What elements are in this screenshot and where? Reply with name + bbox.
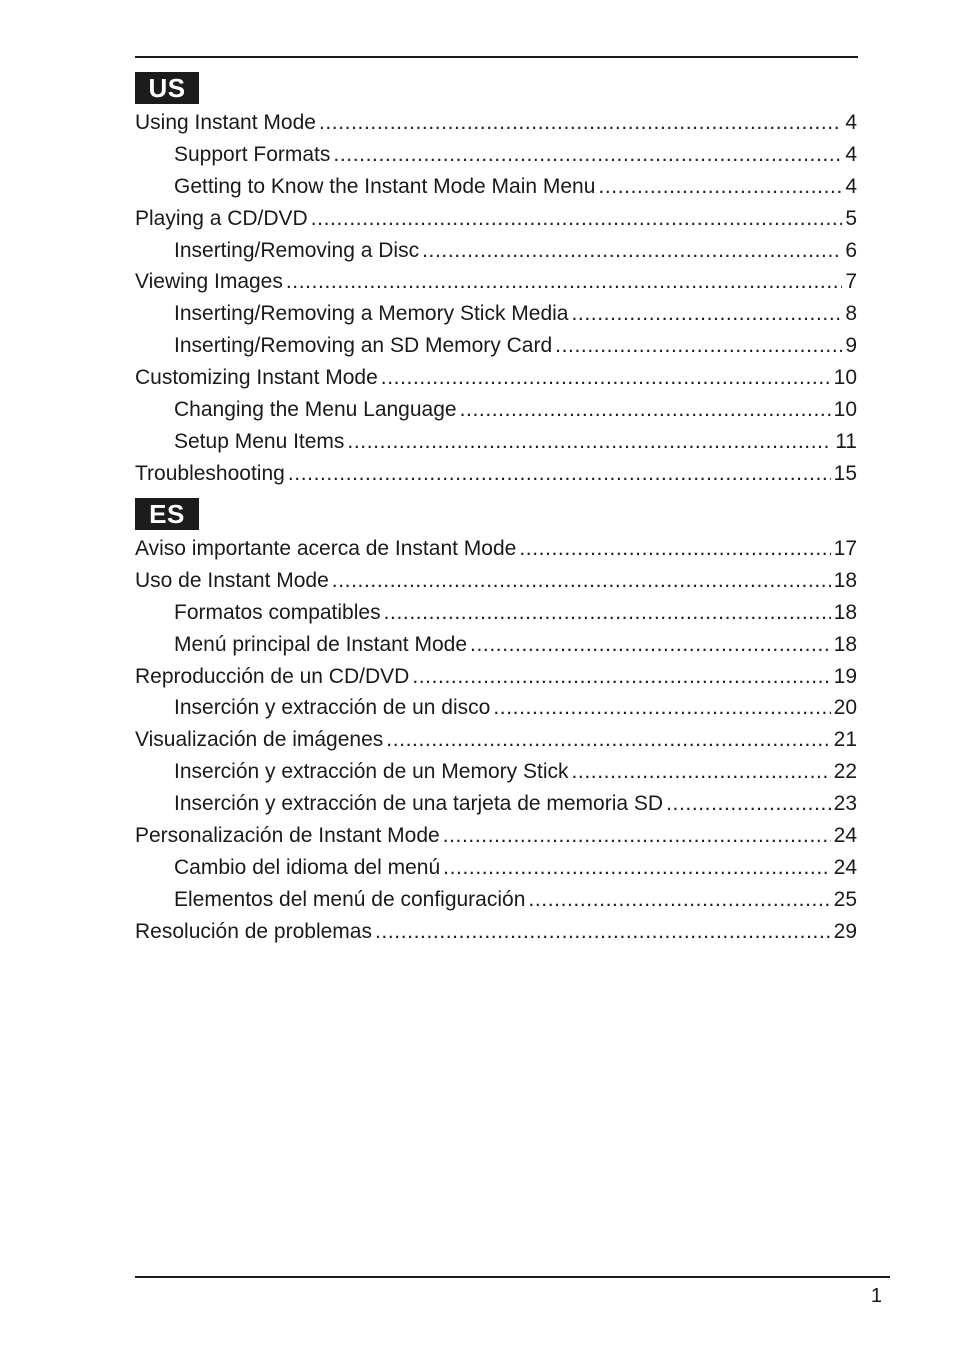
toc-entry-page-number: 11 bbox=[835, 429, 857, 453]
toc-entry[interactable] bbox=[135, 266, 857, 298]
language-badge-us: US bbox=[135, 72, 199, 104]
dot-leader bbox=[386, 724, 830, 756]
toc-entry[interactable] bbox=[135, 171, 857, 203]
dot-leader bbox=[519, 533, 830, 565]
dot-leader bbox=[332, 565, 831, 597]
toc-entry-title: Resolución de problemas bbox=[135, 919, 372, 943]
dot-leader bbox=[319, 107, 842, 139]
dot-leader bbox=[347, 426, 832, 458]
dot-leader bbox=[571, 298, 842, 330]
dot-leader bbox=[598, 171, 842, 203]
toc-entry[interactable] bbox=[135, 661, 857, 693]
dot-leader bbox=[375, 916, 831, 948]
toc-entry-page-number: 5 bbox=[845, 206, 857, 230]
toc-entry-page-number: 21 bbox=[833, 728, 857, 752]
toc-entry-title: Reproducción de un CD/DVD bbox=[135, 664, 410, 688]
dot-leader bbox=[422, 235, 842, 267]
dot-leader bbox=[443, 852, 831, 884]
dot-leader bbox=[528, 884, 830, 916]
dot-leader bbox=[286, 266, 842, 298]
toc-entry-title: Inserción y extracción de un disco bbox=[174, 696, 491, 720]
toc-list-us bbox=[135, 107, 857, 490]
toc-entry-page-number: 17 bbox=[833, 537, 857, 560]
toc-entry-page-number: 25 bbox=[833, 887, 857, 911]
toc-entry[interactable] bbox=[135, 597, 857, 629]
toc-entry[interactable] bbox=[135, 629, 857, 661]
toc-entry[interactable] bbox=[135, 394, 857, 426]
toc-section-us bbox=[135, 72, 857, 490]
dot-leader bbox=[288, 458, 831, 490]
toc-entry-page-number: 10 bbox=[833, 398, 857, 422]
toc-entry[interactable] bbox=[135, 533, 857, 565]
dot-leader bbox=[460, 394, 831, 426]
dot-leader bbox=[412, 661, 830, 693]
toc-entry-page-number: 4 bbox=[845, 174, 857, 198]
toc-entry[interactable] bbox=[135, 916, 857, 948]
dot-leader bbox=[555, 330, 842, 362]
toc-entry-title: Troubleshooting bbox=[135, 461, 285, 485]
bottom-rule bbox=[135, 1276, 890, 1278]
dot-leader bbox=[572, 756, 831, 788]
toc-entry-title: Using Instant Mode bbox=[135, 111, 316, 134]
toc-entry-page-number: 6 bbox=[845, 238, 857, 262]
toc-entry-title: Viewing Images bbox=[135, 270, 283, 294]
dot-leader bbox=[333, 139, 842, 171]
toc-entry-page-number: 4 bbox=[845, 111, 857, 134]
toc-entry[interactable] bbox=[135, 788, 857, 820]
toc-entry-page-number: 7 bbox=[845, 270, 857, 294]
dot-leader bbox=[311, 203, 843, 235]
toc-list-es bbox=[135, 533, 857, 948]
toc-entry-page-number: 15 bbox=[833, 461, 857, 485]
toc-entry[interactable] bbox=[135, 298, 857, 330]
toc-entry-page-number: 24 bbox=[833, 824, 857, 848]
toc-entry-title: Customizing Instant Mode bbox=[135, 366, 378, 390]
toc-entry-title: Elementos del menú de configuración bbox=[174, 887, 526, 911]
toc-entry-page-number: 18 bbox=[833, 568, 857, 592]
toc-entry-title: Aviso importante acerca de Instant Mode bbox=[135, 537, 517, 560]
toc-entry[interactable] bbox=[135, 820, 857, 852]
language-badge-es: ES bbox=[135, 498, 199, 530]
toc-entry[interactable] bbox=[135, 107, 857, 139]
toc-entry-title: Visualización de imágenes bbox=[135, 728, 384, 752]
toc-entry-title: Uso de Instant Mode bbox=[135, 568, 329, 592]
toc-entry[interactable] bbox=[135, 426, 857, 458]
top-rule bbox=[135, 56, 858, 58]
toc-entry[interactable] bbox=[135, 884, 857, 916]
dot-leader bbox=[493, 692, 830, 724]
toc-entry-title: Inserting/Removing an SD Memory Card bbox=[174, 334, 553, 358]
toc-entry[interactable] bbox=[135, 724, 857, 756]
toc-entry[interactable] bbox=[135, 692, 857, 724]
toc-entry-title: Support Formats bbox=[174, 142, 331, 166]
toc-entry-page-number: 4 bbox=[845, 142, 857, 166]
toc-entry-title: Menú principal de Instant Mode bbox=[174, 632, 468, 656]
toc-entry-page-number: 23 bbox=[833, 792, 857, 816]
dot-leader bbox=[666, 788, 831, 820]
toc-entry-title: Cambio del idioma del menú bbox=[174, 855, 441, 879]
toc-entry[interactable] bbox=[135, 235, 857, 267]
dot-leader bbox=[381, 362, 831, 394]
toc-entry[interactable] bbox=[135, 756, 857, 788]
toc-entry-title: Inserción y extracción de un Memory Stick bbox=[174, 760, 569, 784]
toc-section-es bbox=[135, 498, 857, 948]
toc-entry-page-number: 19 bbox=[833, 664, 857, 688]
toc-entry-title: Setup Menu Items bbox=[174, 429, 345, 453]
dot-leader bbox=[470, 629, 831, 661]
toc-entry-page-number: 29 bbox=[833, 919, 857, 943]
toc-entry-title: Personalización de Instant Mode bbox=[135, 824, 440, 848]
dot-leader bbox=[443, 820, 831, 852]
toc-entry-page-number: 9 bbox=[845, 334, 857, 358]
toc-entry[interactable] bbox=[135, 852, 857, 884]
toc-entry[interactable] bbox=[135, 139, 857, 171]
dot-leader bbox=[384, 597, 831, 629]
toc-entry-page-number: 24 bbox=[833, 855, 857, 879]
toc-entry[interactable] bbox=[135, 203, 857, 235]
toc-entry-page-number: 22 bbox=[833, 760, 857, 784]
toc-entry-title: Inserción y extracción de una tarjeta de memoria SD bbox=[174, 792, 664, 816]
page-number: 1 bbox=[870, 1285, 882, 1307]
toc-entry-page-number: 10 bbox=[833, 366, 857, 390]
toc-entry-page-number: 18 bbox=[833, 600, 857, 624]
toc-entry-page-number: 18 bbox=[833, 632, 857, 656]
toc-entry-title: Formatos compatibles bbox=[174, 600, 381, 624]
toc-entry[interactable] bbox=[135, 330, 857, 362]
toc-entry-title: Changing the Menu Language bbox=[174, 398, 457, 422]
toc-entry[interactable] bbox=[135, 565, 857, 597]
toc-entry[interactable] bbox=[135, 458, 857, 490]
toc-entry-page-number: 8 bbox=[845, 302, 857, 326]
toc-entry-title: Getting to Know the Instant Mode Main Menu bbox=[174, 174, 596, 198]
toc-entry-page-number: 20 bbox=[833, 696, 857, 720]
toc-entry-title: Inserting/Removing a Disc bbox=[174, 238, 420, 262]
toc-entry-title: Playing a CD/DVD bbox=[135, 206, 308, 230]
toc-entry[interactable] bbox=[135, 362, 857, 394]
toc-entry-title: Inserting/Removing a Memory Stick Media bbox=[174, 302, 569, 326]
